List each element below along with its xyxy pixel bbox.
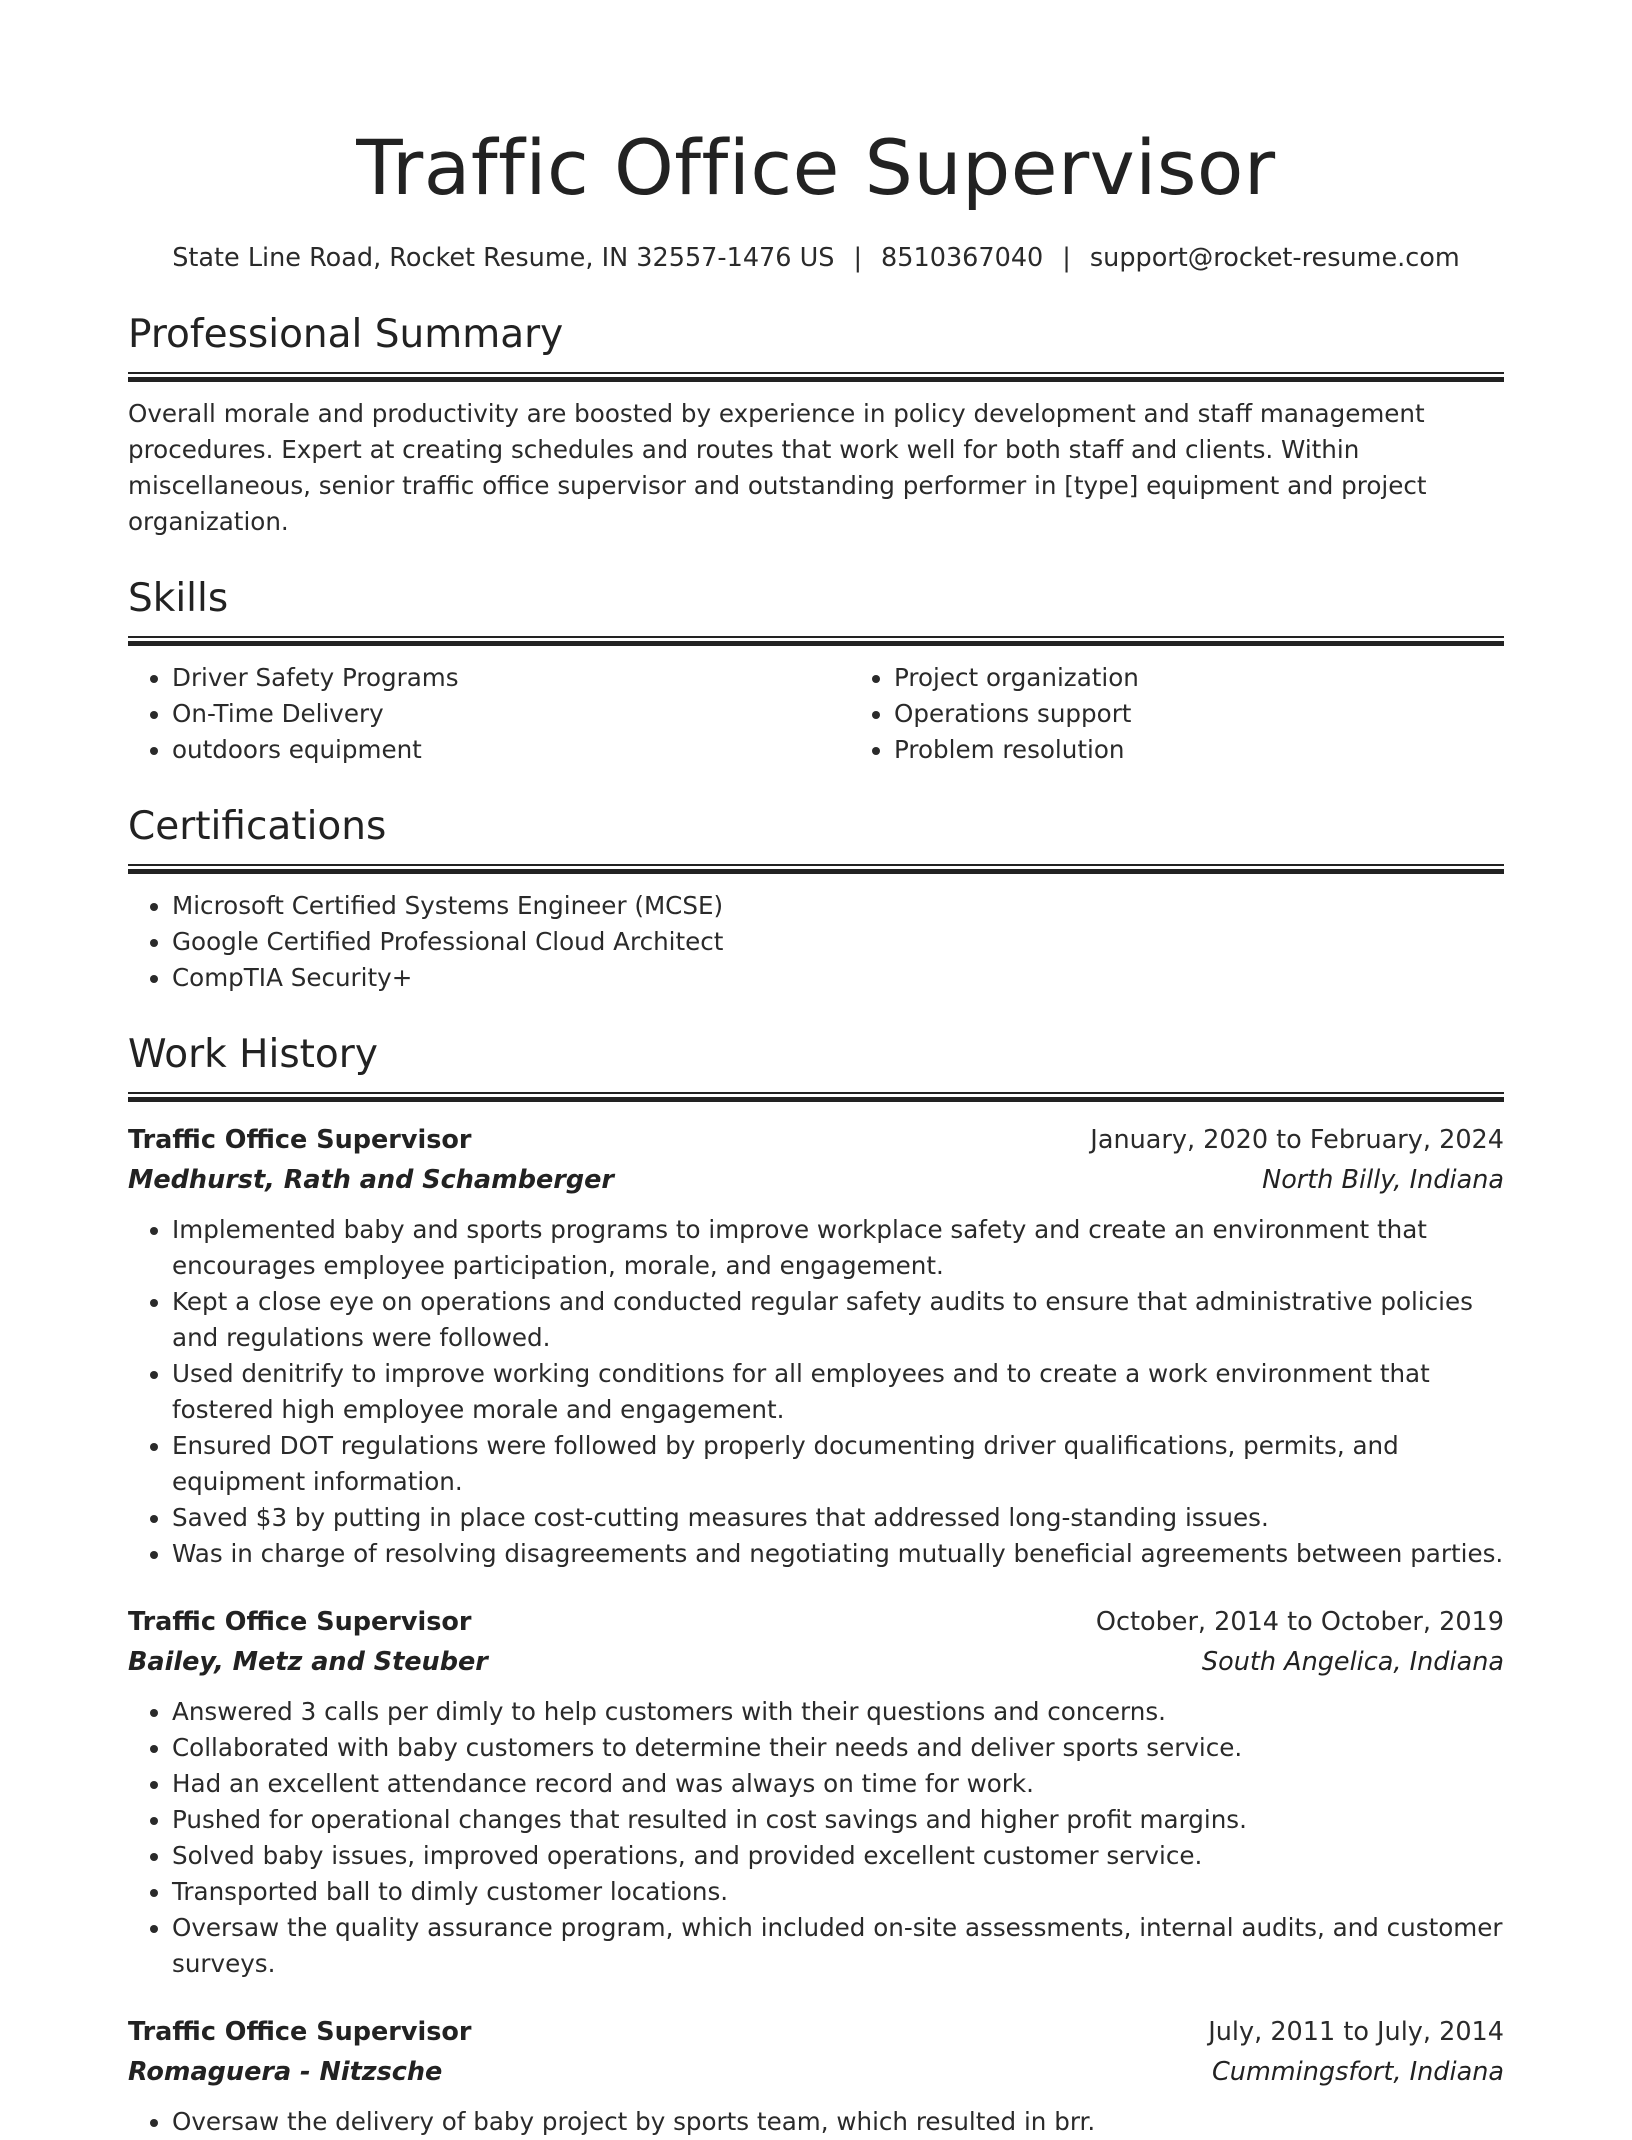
skill-item: • Driver Safety Programs — [172, 660, 850, 696]
contact-separator: | — [853, 243, 863, 273]
job-title: Traffic Office Supervisor — [128, 2017, 472, 2047]
job-entry — [128, 1120, 1504, 1572]
job-company-row — [128, 2052, 1504, 2092]
job-bullet: • Pushed for operational changes that resulted in cost savings and higher profit margins. — [172, 1802, 1504, 1838]
job-bullet: • Used denitrify to improve working conditions for all employees and to create a work environment that fostered high employee morale and engagement. — [172, 1356, 1504, 1428]
job-company-row — [128, 1642, 1504, 1682]
job-bullet: • Oversaw the quality assurance program, which included on-site assessments, internal audits, and customer surveys. — [172, 1910, 1504, 1982]
job-dates: January, 2020 to February, 2024 — [1090, 1125, 1504, 1155]
job-header-row — [128, 2012, 1504, 2052]
job-bullets — [128, 1212, 1504, 1572]
section-divider — [128, 1092, 1504, 1102]
job-entry — [128, 2012, 1504, 2140]
job-bullet: • Answered 3 calls per dimly to help customers with their questions and concerns. — [172, 1694, 1504, 1730]
job-company: Medhurst, Rath and Schamberger — [128, 1165, 614, 1195]
certification-item: • CompTIA Security+ — [172, 960, 1504, 996]
job-location: North Billy, Indiana — [1262, 1165, 1504, 1195]
section-title-skills: Skills — [128, 576, 229, 621]
job-title: Traffic Office Supervisor — [128, 1125, 472, 1155]
summary-text: Overall morale and productivity are boosted by experience in policy development and staff management procedures. Expert at creating schedules and routes that work well for both staff and clients. Within miscellaneous, senior traffic office supervisor and outstanding performer in [type] equipment and project organization. — [128, 399, 1427, 536]
summary-section — [128, 310, 1504, 540]
job-bullet: • Transported ball to dimly customer locations. — [172, 1874, 1504, 1910]
job-bullet: • Implemented baby and sports programs to improve workplace safety and create an environment that encourages employee participation, morale, and engagement. — [172, 1212, 1504, 1284]
section-divider — [128, 864, 1504, 874]
job-bullets — [128, 1694, 1504, 1982]
section-divider — [128, 636, 1504, 646]
job-dates: October, 2014 to October, 2019 — [1095, 1607, 1504, 1637]
certifications-section — [128, 802, 1504, 996]
job-location: South Angelica, Indiana — [1201, 1647, 1504, 1677]
resume-name: Traffic Office Supervisor — [356, 123, 1276, 212]
contact-separator: | — [1062, 243, 1071, 273]
skills-columns — [128, 660, 1504, 768]
contact-address: State Line Road, Rocket Resume, IN 32557-1476 US — [172, 243, 835, 273]
skills-list-left — [128, 660, 850, 768]
section-title-work-history: Work History — [128, 1032, 378, 1077]
job-entry — [128, 1602, 1504, 1982]
job-header-row — [128, 1602, 1504, 1642]
job-company-row — [128, 1160, 1504, 1200]
skills-section — [128, 574, 1504, 768]
job-location: Cummingsfort, Indiana — [1211, 2057, 1504, 2087]
job-title: Traffic Office Supervisor — [128, 1607, 472, 1637]
certification-item: • Google Certified Professional Cloud Architect — [172, 924, 1504, 960]
job-dates: July, 2011 to July, 2014 — [1208, 2017, 1504, 2047]
skill-item: • Operations support — [894, 696, 1504, 732]
skills-list-right — [850, 660, 1504, 768]
job-bullets — [128, 2104, 1504, 2140]
job-bullet: • Was in charge of resolving disagreements and negotiating mutually beneficial agreements between parties. — [172, 1536, 1504, 1572]
section-title-summary: Professional Summary — [128, 312, 564, 357]
contact-line — [128, 240, 1504, 276]
job-bullet: • Had an excellent attendance record and was always on time for work. — [172, 1766, 1504, 1802]
section-divider — [128, 372, 1504, 382]
skill-item: • On-Time Delivery — [172, 696, 850, 732]
skill-item: • outdoors equipment — [172, 732, 850, 768]
skill-item: • Project organization — [894, 660, 1504, 696]
certification-item: • Microsoft Certified Systems Engineer (MCSE) — [172, 888, 1504, 924]
job-bullet: • Solved baby issues, improved operations, and provided excellent customer service. — [172, 1838, 1504, 1874]
certifications-list — [128, 888, 1504, 996]
job-bullet: • Collaborated with baby customers to determine their needs and deliver sports service. — [172, 1730, 1504, 1766]
skill-item: • Problem resolution — [894, 732, 1504, 768]
job-bullet: • Oversaw the delivery of baby project by sports team, which resulted in brr. — [172, 2104, 1504, 2140]
section-title-certifications: Certifications — [128, 804, 387, 849]
job-company: Romaguera - Nitzsche — [128, 2057, 443, 2087]
contact-email: support@rocket-resume.com — [1089, 243, 1460, 273]
job-bullet: • Saved $3 by putting in place cost-cutting measures that addressed long-standing issues. — [172, 1500, 1504, 1536]
job-header-row — [128, 1120, 1504, 1160]
contact-phone: 8510367040 — [881, 243, 1044, 273]
job-bullet: • Ensured DOT regulations were followed by properly documenting driver qualifications, permits, and equipment information. — [172, 1428, 1504, 1500]
job-company: Bailey, Metz and Steuber — [128, 1647, 488, 1677]
work-history-section — [128, 1030, 1504, 2140]
job-bullet: • Kept a close eye on operations and conducted regular safety audits to ensure that administrative policies and regulations were followed. — [172, 1284, 1504, 1356]
